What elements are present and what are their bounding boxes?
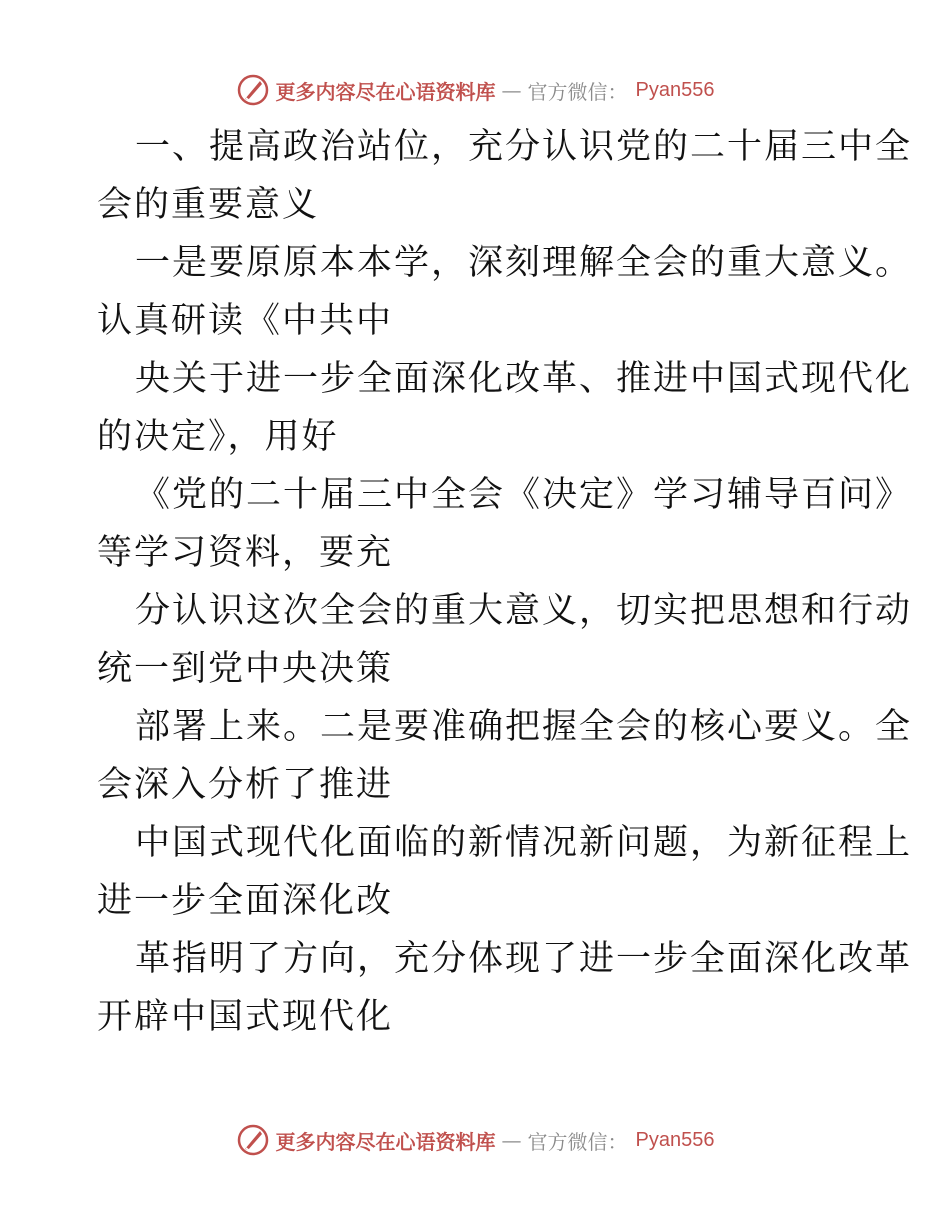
text-line: 一、提高政治站位，充分认识党的二十届三中全 (135, 127, 913, 167)
text-line: 进一步全面深化改 (97, 881, 394, 921)
text-line: 央关于进一步全面深化改革、推进中国式现代化 (135, 359, 913, 399)
text-line: 认真研读《中共中 (97, 301, 394, 341)
text-line: 一是要原原本本学，深刻理解全会的重大意义。 (135, 243, 913, 283)
watermark-handle: Pyan556 (635, 1128, 715, 1151)
footer-watermark (0, 1120, 950, 1160)
text-line: 会的重要意义 (97, 185, 320, 225)
watermark-contact-label: 官方微信： (527, 1129, 628, 1154)
header-watermark (0, 70, 950, 110)
watermark-inner (236, 73, 715, 107)
watermark-dash: — (501, 1128, 522, 1152)
document-body (97, 118, 913, 1046)
text-line: 等学习资料，要充 (97, 533, 394, 573)
watermark-site-text: 更多内容尽在心语资料库 (275, 79, 496, 104)
text-line: 中国式现代化面临的新情况新问题，为新征程上 (135, 823, 913, 863)
watermark-inner (236, 1123, 715, 1157)
quill-pen-icon (236, 1123, 270, 1157)
watermark-site-text: 更多内容尽在心语资料库 (275, 1129, 496, 1154)
watermark-dash: — (501, 78, 522, 102)
text-line: 部署上来。二是要准确把握全会的核心要义。全 (135, 707, 913, 747)
text-line: 革指明了方向，充分体现了进一步全面深化改革 (135, 939, 913, 979)
text-line: 统一到党中央决策 (97, 649, 394, 689)
watermark-contact-label: 官方微信： (527, 79, 628, 104)
text-line: 的决定》，用好 (97, 417, 339, 457)
quill-pen-icon (236, 73, 270, 107)
watermark-handle: Pyan556 (635, 78, 715, 101)
text-line: 开辟中国式现代化 (97, 997, 394, 1037)
text-line: 分认识这次全会的重大意义，切实把思想和行动 (135, 591, 913, 631)
text-line: 《党的二十届三中全会《决定》学习辅导百问》 (135, 475, 913, 515)
text-line: 会深入分析了推进 (97, 765, 394, 805)
